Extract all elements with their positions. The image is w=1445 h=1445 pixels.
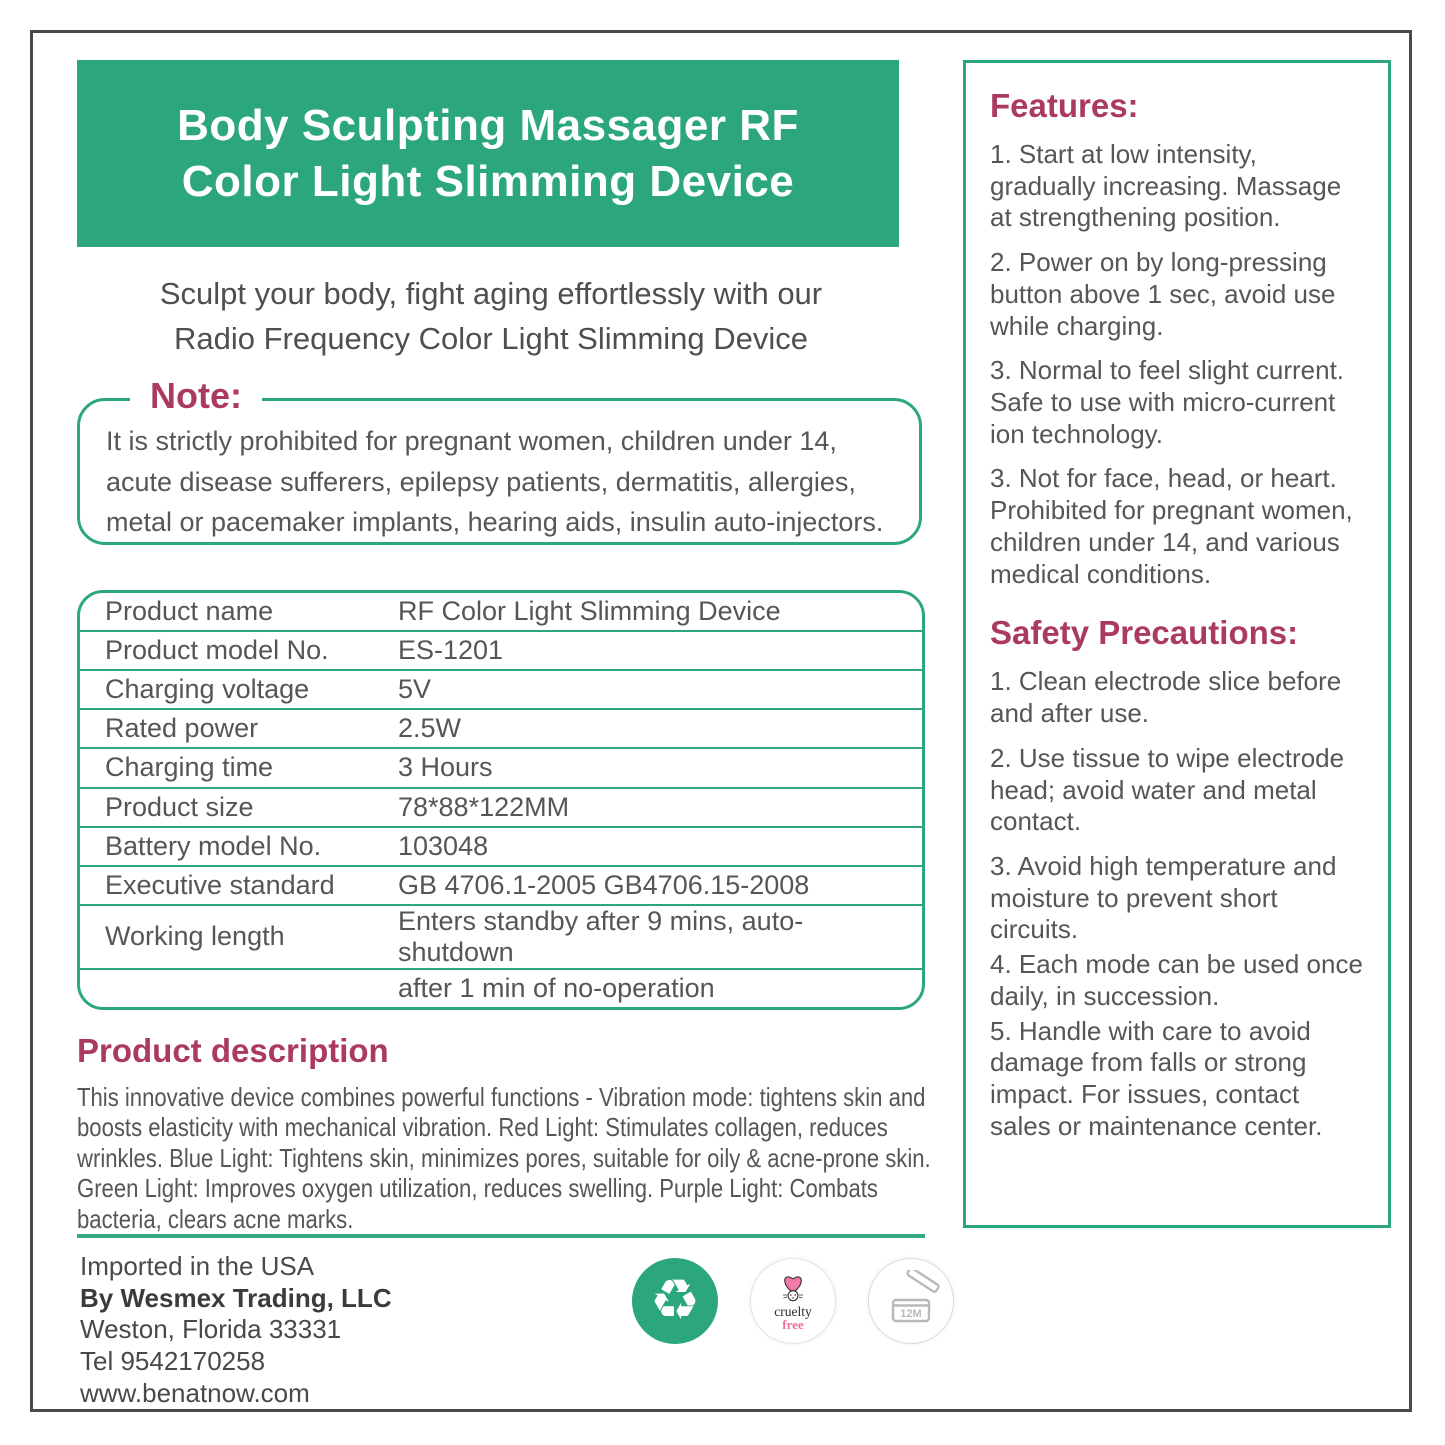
table-row: [80, 968, 922, 1007]
spec-label: Product name: [105, 596, 274, 627]
table-row: [80, 826, 922, 865]
cruelty-free-icon: [750, 1258, 836, 1344]
note-label: Note:: [130, 375, 262, 417]
spec-value: 78*88*122MM: [398, 791, 570, 822]
table-row: [80, 747, 922, 786]
safety-precautions-heading: Safety Precautions:: [990, 614, 1299, 652]
table-row: [80, 669, 922, 708]
jar-label: 12M: [900, 1308, 922, 1320]
section-divider: [77, 1234, 925, 1238]
cruelty-free-text-bottom: free: [782, 1317, 804, 1333]
safety-item: 3. Avoid high temperature and moisture to prevent short circuits.: [990, 850, 1337, 945]
spec-label: Charging time: [105, 752, 274, 783]
product-subtitle: [60, 272, 922, 362]
safety-item: 1. Clean electrode slice before and after use.: [990, 666, 1342, 729]
note-box: [77, 375, 922, 545]
importer-info: [80, 1252, 392, 1410]
recycle-icon: [632, 1258, 718, 1344]
spec-label: Battery model No.: [105, 830, 322, 861]
product-title-line-2: Color Light Slimming Device: [181, 156, 795, 206]
features-panel: [963, 60, 1391, 1228]
spec-value: RF Color Light Slimming Device: [398, 596, 781, 627]
open-jar-icon: [880, 1270, 942, 1332]
product-title-banner: [77, 60, 899, 247]
bunny-heart-icon: [773, 1270, 813, 1304]
table-row: [80, 787, 922, 826]
safety-item: 2. Use tissue to wipe electrode head; avoid water and metal contact.: [990, 742, 1345, 837]
product-title-line-1: Body Sculpting Massager RF: [177, 101, 799, 151]
feature-item: 1. Start at low intensity, gradually increasing. Massage at strengthening position.: [990, 139, 1342, 233]
spec-value: GB 4706.1-2005 GB4706.15-2008: [398, 869, 810, 900]
table-row: [80, 708, 922, 747]
spec-table: [77, 590, 925, 1010]
period-after-opening-12m-icon: [868, 1258, 954, 1344]
product-subtitle-line-2: Radio Frequency Color Light Slimming Device: [173, 320, 809, 356]
spec-label: Executive standard: [105, 869, 335, 900]
safety-item: 5. Handle with care to avoid damage from falls or strong impact. For issues, contact sales or maintenance center.: [990, 1015, 1323, 1141]
table-row: [80, 904, 922, 968]
spec-value: 103048: [398, 830, 489, 861]
feature-item: 2. Power on by long-pressing button above 1 sec, avoid use while charging.: [990, 247, 1336, 341]
spec-value: 2.5W: [398, 713, 462, 744]
spec-value: 5V: [398, 674, 432, 705]
features-heading: Features:: [990, 87, 1139, 124]
importer-line-address: Weston, Florida 33331: [80, 1314, 342, 1345]
safety-item: 4. Each mode can be used once daily, in succession.: [990, 949, 1363, 1011]
table-row: [80, 630, 922, 669]
note-text: It is strictly prohibited for pregnant women, children under 14, acute disease sufferers, epilepsy patients, dermatitis, allergies, metal or pacemaker implants, hearing aids, insulin auto-injectors.: [106, 426, 884, 537]
feature-item: 3. Not for face, head, or heart. Prohibited for pregnant women, children under 14, and various medical conditions.: [990, 463, 1353, 589]
spec-value: 3 Hours: [398, 752, 493, 783]
importer-line-company: By Wesmex Trading, LLC: [80, 1282, 392, 1313]
product-description-text: This innovative device combines powerful functions - Vibration mode: tightens skin and boosts elasticity with mechanical vibration. Red Light: Stimulates collagen, reduces wrinkles. Blue Light: Tightens skin, minimizes pores, suitable for oily & acne-prone skin. Green Light: Improves oxygen utilization, reduces swelling. Purple Light: Combats bacteria, clears acne marks.: [77, 1082, 931, 1234]
badge-row: [632, 1258, 954, 1344]
spec-label: Product size: [105, 791, 254, 822]
importer-line-origin: Imported in the USA: [80, 1251, 315, 1281]
spec-label: Charging voltage: [105, 674, 310, 705]
feature-item: 3. Normal to feel slight current. Safe to use with micro-current ion technology.: [990, 355, 1345, 449]
spec-label: Rated power: [105, 713, 259, 744]
importer-line-website: www.benatnow.com: [80, 1377, 310, 1408]
importer-line-phone: Tel 9542170258: [80, 1345, 266, 1376]
spec-value: Enters standby after 9 mins, auto-shutdown: [398, 905, 804, 967]
table-row: [80, 865, 922, 904]
product-description-heading: Product description: [77, 1032, 389, 1069]
product-subtitle-line-1: Sculpt your body, fight aging effortlessly with our: [159, 276, 823, 311]
recycle-glyph: ♻: [649, 1268, 701, 1333]
spec-value: ES-1201: [398, 635, 504, 666]
table-row: [80, 593, 922, 630]
spec-value: after 1 min of no-operation: [398, 972, 715, 1003]
spec-label: Working length: [105, 921, 285, 952]
spec-label: Product model No.: [105, 635, 329, 666]
cruelty-free-text-top: cruelty: [774, 1303, 812, 1319]
